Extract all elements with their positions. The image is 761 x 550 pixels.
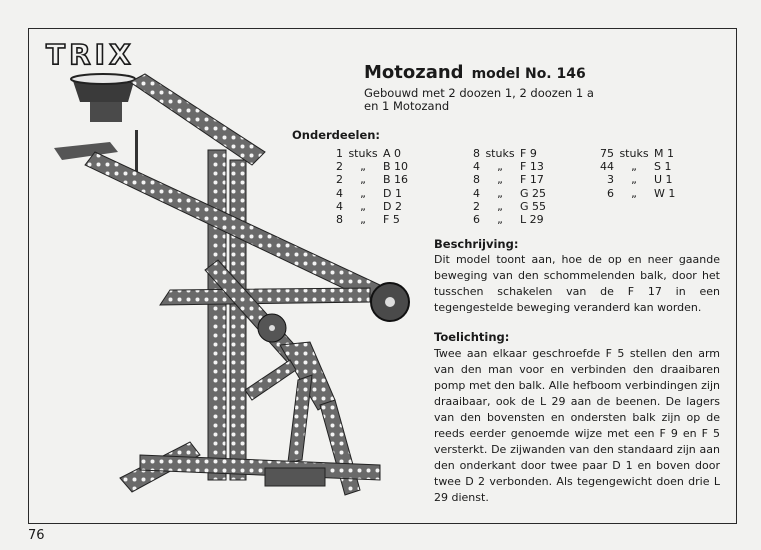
model-illustration (40, 70, 420, 520)
parts-column (598, 147, 675, 200)
column (230, 160, 246, 480)
part-unit: „ (497, 173, 503, 187)
description-heading: Beschrijving: (434, 237, 519, 251)
part-code: U 1 (654, 173, 673, 187)
part-qty: 8 (336, 213, 343, 227)
upper-beam (130, 74, 265, 165)
part-row (598, 173, 675, 186)
part-qty: 6 (607, 186, 614, 200)
part-code: G 25 (520, 186, 547, 200)
part-code: F 9 (520, 147, 537, 160)
build-info-line: en 1 Motozand (364, 99, 450, 113)
part-code: F 13 (520, 160, 544, 174)
part-code: D 2 (383, 199, 402, 213)
part-row (470, 213, 546, 226)
model-number: model No. 146 (471, 66, 586, 82)
part-code: S 1 (654, 160, 672, 174)
part-row (470, 160, 546, 173)
part-unit: „ (497, 186, 503, 200)
part-qty: 2 (336, 173, 343, 187)
brand-logo: TRIX (46, 38, 135, 71)
part-row (470, 200, 546, 213)
part-qty: 75 (600, 147, 614, 160)
part-unit: stuks (619, 147, 649, 160)
description-text: Dit model toont aan, hoe de op en neer gaande beweging van den schommelenden balk, door het tusschen schakelen van de F 17 in een tegengestelde beweging veranderd kan worden. (434, 253, 720, 314)
explanation-heading: Toelichting: (434, 330, 510, 344)
part-qty: 8 (473, 173, 480, 187)
part-unit: „ (360, 213, 366, 227)
part-unit: stuks (348, 147, 378, 160)
part-qty: 2 (336, 160, 343, 174)
explanation-text: Twee aan elkaar geschroefde F 5 stellen den arm van den man voor en verbinden den draaibaren pomp met den balk. Alle hefboom verbindingen zijn draaibaar, ook de L 29 aan de beenen. De lagers van den bovensten en ondersten balk zijn op de reeds eerder genoemde wijze met een F 9 en F 5 versterkt. De zijwanden van den standaard zijn aan den onderkant door twee paar D 1 en boven door twee D 2 verbonden. Als tegengewicht doen drie L 29 dienst. (434, 347, 720, 504)
part-qty: 3 (607, 173, 614, 187)
part-qty: 1 (336, 147, 343, 160)
part-qty: 44 (600, 160, 614, 174)
part-unit: „ (631, 173, 637, 187)
part-code: B 10 (383, 160, 409, 174)
part-row (470, 147, 546, 160)
part-code: F 5 (383, 213, 400, 227)
part-code: G 55 (520, 199, 547, 213)
part-code: D 1 (383, 186, 402, 200)
part-qty: 4 (336, 186, 343, 200)
part-unit: „ (360, 186, 366, 200)
part-row (470, 173, 546, 186)
part-qty: 4 (473, 186, 480, 200)
part-qty: 4 (336, 199, 343, 213)
parts-column (470, 147, 546, 226)
part-row (598, 160, 675, 173)
build-info-line: Gebouwd met 2 doozen 1, 2 doozen 1 a (364, 86, 594, 100)
model-name: Motozand (364, 62, 464, 83)
part-unit: „ (360, 173, 366, 187)
part-unit: „ (360, 199, 366, 213)
part-qty: 2 (473, 199, 480, 213)
part-unit: stuks (485, 147, 515, 160)
part-unit: „ (497, 199, 503, 213)
part-code: W 1 (654, 186, 676, 200)
part-unit: „ (497, 160, 503, 174)
part-unit: „ (360, 160, 366, 174)
column (208, 150, 226, 480)
part-unit: „ (631, 186, 637, 200)
part-qty: 4 (473, 160, 480, 174)
page-number: 76 (28, 528, 45, 543)
part-code: L 29 (520, 213, 544, 227)
part-code: M 1 (654, 147, 674, 160)
part-unit: „ (631, 160, 637, 174)
parts-heading: Onderdeelen: (292, 128, 381, 142)
part-row (470, 187, 546, 200)
part-code: F 17 (520, 173, 544, 187)
part-unit: „ (497, 213, 503, 227)
part-qty: 8 (473, 147, 480, 160)
part-qty: 6 (473, 213, 480, 227)
cross-beam (160, 288, 370, 305)
part-row (598, 187, 675, 200)
wheel (371, 283, 409, 321)
hopper (71, 74, 135, 122)
part-row (598, 147, 675, 160)
part-code: B 16 (383, 173, 409, 187)
part-code: A 0 (383, 147, 402, 160)
